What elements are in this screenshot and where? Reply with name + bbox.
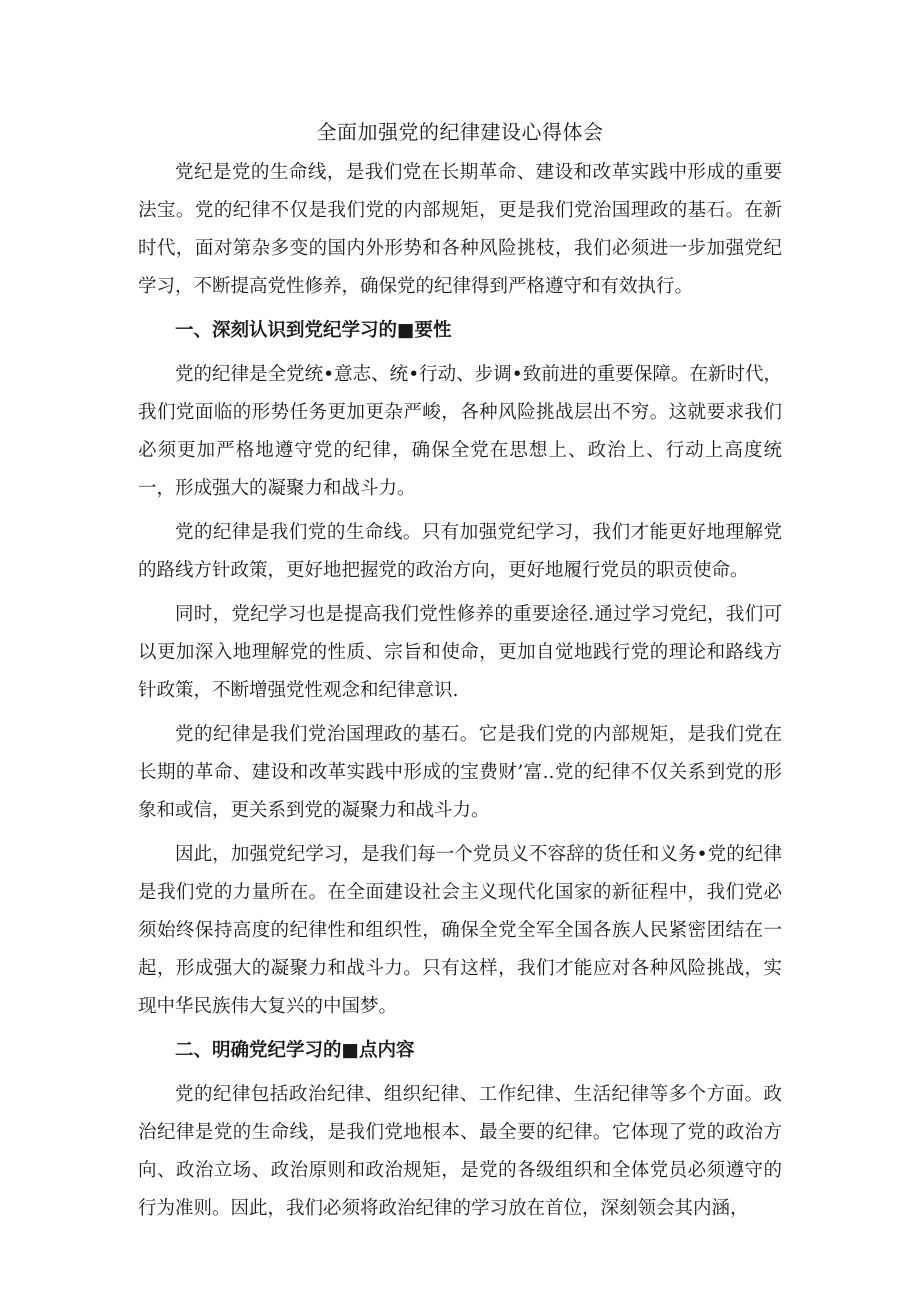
paragraph: 党的纪律是我们党的生命线。只有加强党纪学习，我们才能更好地理解党的路线方针政策，更好地把握党的政治方向，更好地履行党员的职贡使命。 bbox=[138, 522, 782, 581]
paragraph: 党的纪律包括政治纪律、组织纪律、工作纪律、生活纪律等多个方面。政治纪律是党的生命线，是我们党地根本、最全要的纪律。它体现了党的政治方向、政治立场、政治原则和政治规矩，是党的各级组织和全体党员必须遵守的行为准则。因此，我们必须将政治纪律的学习放在首位，深刻领会其内涵， bbox=[138, 1084, 782, 1219]
section-heading-2: 二、明确党纪学习的■点内容 bbox=[175, 1040, 415, 1061]
paragraph-intro: 党纪是党的生命线，是我们党在长期革命、建设和改革实践中形成的重要法宝。党的纪律不仅是我们党的内部规矩，更是我们党治国理政的基石。在新时代，面对第杂多变的国内外形势和各种风险挑枝，我们必须进一步加强党纪学习，不断提高党性修养，确保党的纪律得到严格遵守和有效执行。 bbox=[138, 162, 782, 297]
paragraph: 党的纪律是全党统•意志、统•行动、步调•致前进的重要保障。在新时代，我们党面临的形势任务更加更杂严峻，各种风险挑战层出不穷。这就要求我们必须更加严格地遵守党的纪律，确保全党在思想上、政治上、行动上高度统一，形成强大的凝聚力和战斗力。 bbox=[138, 364, 782, 499]
paragraph: 因此，加强党纪学习，是我们每一个党员义不容辞的货任和义务•党的纪律是我们党的力量所在。在全面建设社会主义现代化国家的新征程中，我们党必须始终保持高度的纪律性和组织性，确保全党全军全国各族人民紧密团结在一起，形成强大的凝聚力和战斗力。只有这样，我们才能应对各种风险挑战，实现中华民族伟大复兴的中国梦。 bbox=[138, 844, 782, 1017]
paragraph: 同时，党纪学习也是提高我们党性修养的重要途径.通过学习党纪，我们可以更加深入地理解党的性质、宗旨和使命，更加自觉地践行党的理论和路线方针政策，不断增强党性观念和纪律意识. bbox=[138, 604, 782, 701]
paragraph: 党的纪律是我们党治国理政的基石。它是我们党的内部规矩，是我们党在长期的革命、建设和改革实践中形成的宝费财’富..党的纪律不仅关系到党的形象和或信，更关系到党的凝聚力和战斗力。 bbox=[138, 724, 782, 821]
section-heading-1: 一、深刻认识到党纪学习的■要性 bbox=[175, 320, 452, 341]
document-title: 全面加强党的纪律建设心得体会 bbox=[316, 120, 604, 144]
